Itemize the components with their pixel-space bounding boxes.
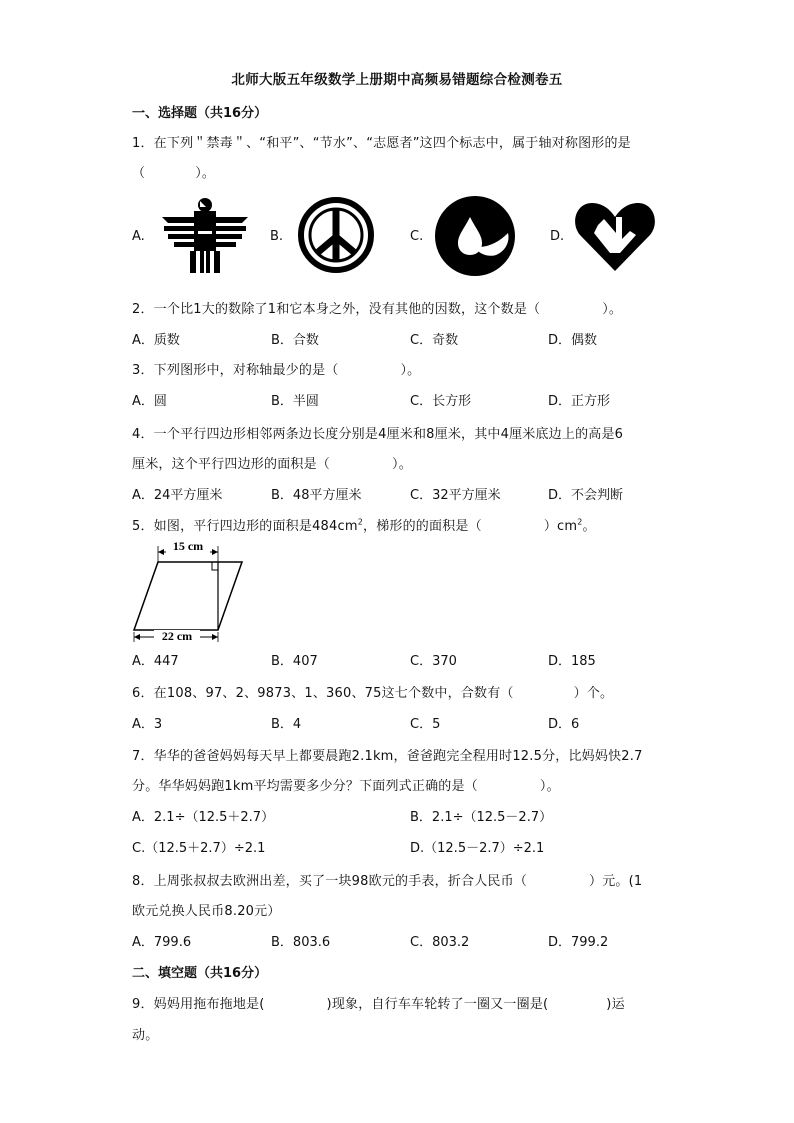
q3-option-c[interactable]: C．长方形 (410, 394, 472, 409)
q7-stem-line1: 7．华华的爸爸妈妈每天早上都要晨跑2.1km，爸爸跑完全程用时12.5分，比妈妈快2.7 (132, 749, 643, 764)
q6-option-c[interactable]: C．5 (410, 717, 441, 732)
q6-option-d[interactable]: D．6 (548, 717, 580, 732)
fig-bottom-label: 22 cm (161, 629, 193, 642)
q6-option-b[interactable]: B．4 (271, 717, 302, 732)
q9-stem-mid: )现象，自行车车轮转了一圈又一圈是( (326, 997, 549, 1012)
q9-stem-text: 9．妈妈用拖布拖地是( (132, 997, 265, 1012)
q6-stem-text: 6．在108、97、2、9873、1、360、75这七个数中，合数有（ (132, 686, 514, 701)
q3-options (132, 390, 672, 408)
q3-option-a[interactable]: A．圆 (132, 394, 167, 409)
q6-stem-end: ）个。 (573, 686, 614, 701)
q5-option-c[interactable]: C．370 (410, 654, 457, 669)
q8-option-d[interactable]: D．799.2 (548, 935, 609, 950)
q2-option-d[interactable]: D．偶数 (548, 333, 598, 348)
q7-option-d[interactable]: D.（12.5－2.7）÷2.1 (410, 841, 545, 856)
q5-stem (132, 515, 596, 534)
q4-option-c[interactable]: C．32平方厘米 (410, 488, 501, 503)
parallelogram-trapezoid-figure (132, 538, 244, 642)
q6-options (132, 713, 672, 731)
q5-unit-sup-2: 2 (577, 517, 583, 527)
q5-option-a[interactable]: A．447 (132, 654, 179, 669)
q5-options (132, 650, 672, 668)
q1-logo-options (132, 195, 672, 280)
q2-stem-end: ）。 (602, 302, 623, 317)
q6-option-a[interactable]: A．3 (132, 717, 163, 732)
q8-option-c[interactable]: C．803.2 (410, 935, 470, 950)
q4-stem-end: ）。 (392, 457, 412, 472)
q3-stem-end: ）。 (400, 363, 421, 378)
q7-options-row2 (132, 837, 672, 855)
q8-stem-line2: 欧元兑换人民币8.20元） (132, 904, 281, 919)
q7-stem-end: ）。 (539, 779, 560, 794)
q2-options (132, 329, 672, 347)
q4-option-d[interactable]: D．不会判断 (548, 488, 624, 503)
q3-option-b[interactable]: B．半圆 (271, 394, 319, 409)
q4-stem-line1: 4．一个平行四边形相邻两条边长度分别是4厘米和8厘米，其中4厘米底边上的高是6 (132, 427, 624, 442)
q5-stem-mid: ，梯形的的面积是（ (363, 519, 482, 534)
q7-stem-line2 (132, 775, 560, 794)
section-choice-heading: 一、选择题（共16分） (132, 106, 268, 121)
q1-label-b: B. (270, 229, 284, 244)
q2-option-b[interactable]: B．合数 (271, 333, 319, 348)
q9-stem-end: )运 (606, 997, 625, 1012)
q8-options (132, 931, 672, 949)
q4-options (132, 484, 672, 502)
section-fill-heading: 二、填空题（共16分） (132, 966, 268, 981)
q3-option-d[interactable]: D．正方形 (548, 394, 611, 409)
q2-option-a[interactable]: A．质数 (132, 333, 180, 348)
q8-option-b[interactable]: B．803.6 (271, 935, 331, 950)
q9-stem-line2: 动。 (132, 1028, 159, 1043)
q4-option-a[interactable]: A．24平方厘米 (132, 488, 223, 503)
q8-stem-line1 (132, 870, 642, 889)
q8-stem-end: ）元。(1 (589, 874, 643, 889)
q1-label-c: C. (410, 229, 424, 244)
q7-option-a[interactable]: A．2.1÷（12.5＋2.7） (132, 810, 275, 825)
q3-stem-text: 3．下列图形中，对称轴最少的是（ (132, 363, 339, 378)
q5-stem-text: 5．如图，平行四边形的面积是484cm (132, 519, 358, 534)
q5-stem-end: 。 (582, 519, 596, 534)
water-drop-icon (434, 195, 516, 277)
q1-stem-line2 (132, 162, 215, 181)
q2-stem (132, 298, 622, 317)
heart-hand-icon (572, 195, 658, 275)
q7-option-c[interactable]: C.（12.5＋2.7）÷2.1 (132, 841, 266, 856)
q5-unit-sup: 2 (357, 517, 363, 527)
peace-sign-icon (296, 195, 376, 275)
q7-stem-text: 分。华华妈妈跑1km平均需要多少分？下面列式正确的是（ (132, 779, 478, 794)
q1-label-a: A. (132, 229, 145, 244)
q5-stem-unit: ）cm (543, 519, 578, 534)
q5-option-b[interactable]: B．407 (271, 654, 318, 669)
q4-option-b[interactable]: B．48平方厘米 (271, 488, 362, 503)
q4-stem-line2 (132, 453, 412, 472)
q4-stem-text: 厘米，这个平行四边形的面积是（ (132, 457, 331, 472)
q1-stem-line1: 1．在下列＂禁毒＂、“和平”、“节水”、“志愿者”这四个标志中，属于轴对称图形的是 (132, 136, 631, 151)
q5-option-d[interactable]: D．185 (548, 654, 596, 669)
q1-label-d: D. (550, 229, 565, 244)
page-title: 北师大版五年级数学上册期中高频易错题综合检测卷五 (231, 72, 563, 88)
q7-option-b[interactable]: B．2.1÷（12.5－2.7） (410, 810, 553, 825)
eagle-logo-icon (160, 195, 250, 275)
q7-options-row1 (132, 806, 672, 824)
fig-top-label: 15 cm (172, 539, 204, 553)
q9-stem-line1 (132, 993, 625, 1012)
q1-paren-open: （ (132, 166, 146, 181)
q2-stem-text: 2．一个比1大的数除了1和它本身之外，没有其他的因数，这个数是（ (132, 302, 541, 317)
q3-stem (132, 359, 420, 378)
q2-option-c[interactable]: C．奇数 (410, 333, 459, 348)
q8-option-a[interactable]: A．799.6 (132, 935, 192, 950)
q6-stem (132, 682, 613, 701)
q1-paren-close: ）。 (195, 166, 216, 181)
q8-stem-text: 8．上周张叔叔去欧洲出差，买了一块98欧元的手表，折合人民币（ (132, 874, 528, 889)
